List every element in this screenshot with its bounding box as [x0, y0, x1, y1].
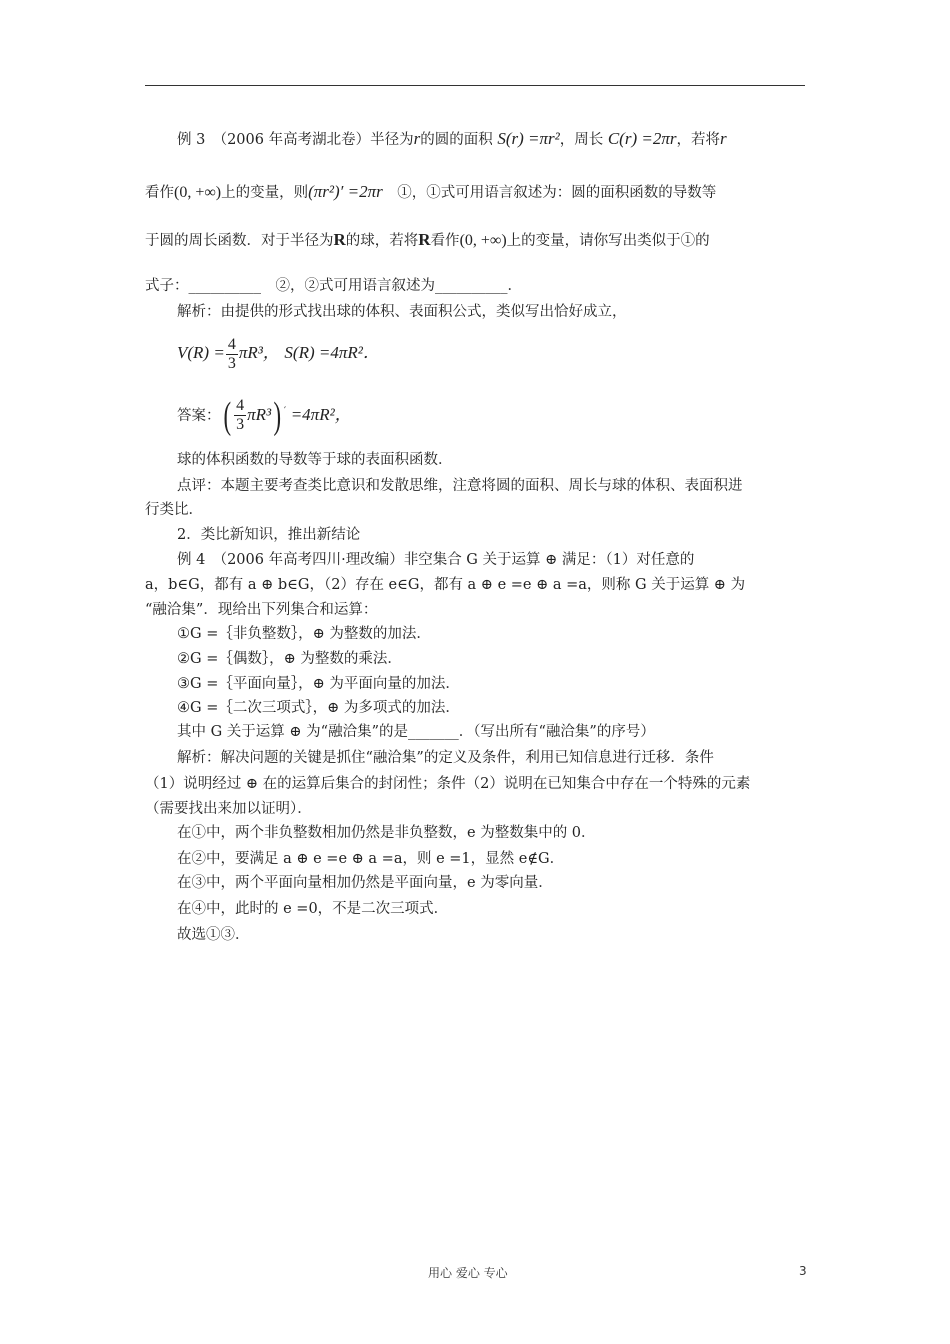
- ex4-answer: 故选①③．: [177, 927, 250, 943]
- ex4-item-4: ④G =｛二次三项式｝，⊕ 为多项式的加法．: [177, 700, 460, 716]
- ex4-line-1: 例 4 （2006 年高考四川·理改编）非空集合 G 关于运算 ⊕ 满足：（1）对任意的: [177, 552, 695, 568]
- ex4-item-3: ③G =｛平面向量｝，⊕ 为平面向量的加法．: [177, 676, 460, 692]
- ex3-analysis: 解析：由提供的形式找出球的体积、表面积公式，类似写出恰好成立，: [177, 304, 627, 320]
- ex3-line-1: 例 3 （2006 年高考湖北卷）半径为r的圆的面积 S(r) =πr²，周长 C(r) =2πr，若将r: [177, 129, 727, 148]
- section-2-heading: 2．类比新知识，推出新结论: [177, 527, 361, 543]
- ex4-question: 其中 G 关于运算 ⊕ 为“融洽集”的是_______．（写出所有“融洽集”的序号）: [177, 724, 655, 740]
- ex4-case-3: 在③中，两个平面向量相加仍然是平面向量，e 为零向量．: [177, 875, 553, 891]
- page-number: 3: [799, 1264, 807, 1278]
- ex4-item-2: ②G =｛偶数｝，⊕ 为整数的乘法．: [177, 651, 402, 667]
- ex4-solution-3: （需要找出来加以证明）．: [145, 801, 312, 817]
- area-formula: S(r) =πr²: [497, 129, 560, 148]
- ex4-case-1: 在①中，两个非负整数相加仍然是非负整数，e 为整数集中的 0．: [177, 825, 596, 841]
- ex4-case-2: 在②中，要满足 a ⊕ e =e ⊕ a =a，则 e =1，显然 e∉G．: [177, 851, 565, 867]
- ex4-case-4: 在④中，此时的 e =0，不是二次三项式．: [177, 901, 449, 917]
- ex3-comment-2: 行类比．: [145, 502, 203, 518]
- header-rule: [145, 85, 805, 86]
- ex3-line-3: 于圆的周长函数．对于半径为R的球，若将R看作(0, +∞)上的变量，请你写出类似于①的: [145, 230, 710, 249]
- ex3-comment-1: 点评：本题主要考查类比意识和发散思维，注意将圆的面积、周长与球的体积、表面积进: [177, 478, 743, 494]
- footer-text: 用心 爱心 专心: [428, 1266, 508, 1280]
- ex4-line-2: a，b∈G，都有 a ⊕ b∈G，（2）存在 e∈G，都有 a ⊕ e =e ⊕ a =a，则称 G 关于运算 ⊕ 为: [145, 577, 746, 593]
- ex3-line-4: 式子：__________ ②，②式可用语言叙述为__________．: [145, 278, 522, 294]
- ex4-item-1: ①G =｛非负整数｝，⊕ 为整数的加法．: [177, 626, 431, 642]
- ex3-formulas: V(R) = $\frac{4}{3}$ πR³， S(R) =4πR²．: [177, 335, 380, 372]
- perimeter-formula: C(r) =2πr: [607, 129, 677, 148]
- ex4-line-3: “融洽集”．现给出下列集合和运算：: [145, 602, 378, 618]
- ex3-answer: 答案：( $\frac{4}{3}$ πR³) ′ =4πR²，: [177, 394, 352, 437]
- ex3-line-2: 看作(0, +∞)上的变量，则(πr²)′ =2πr ①，①式可用语言叙述为：圆的面积函数的导数等: [145, 182, 717, 201]
- ex4-solution-1: 解析：解决问题的关键是抓住“融洽集”的定义及条件，利用已知信息进行迁移．条件: [177, 750, 714, 766]
- ex4-solution-2: （1）说明经过 ⊕ 在的运算后集合的封闭性；条件（2）说明在已知集合中存在一个特殊的元素: [145, 776, 751, 792]
- ex3-conclusion: 球的体积函数的导数等于球的表面积函数．: [177, 452, 453, 468]
